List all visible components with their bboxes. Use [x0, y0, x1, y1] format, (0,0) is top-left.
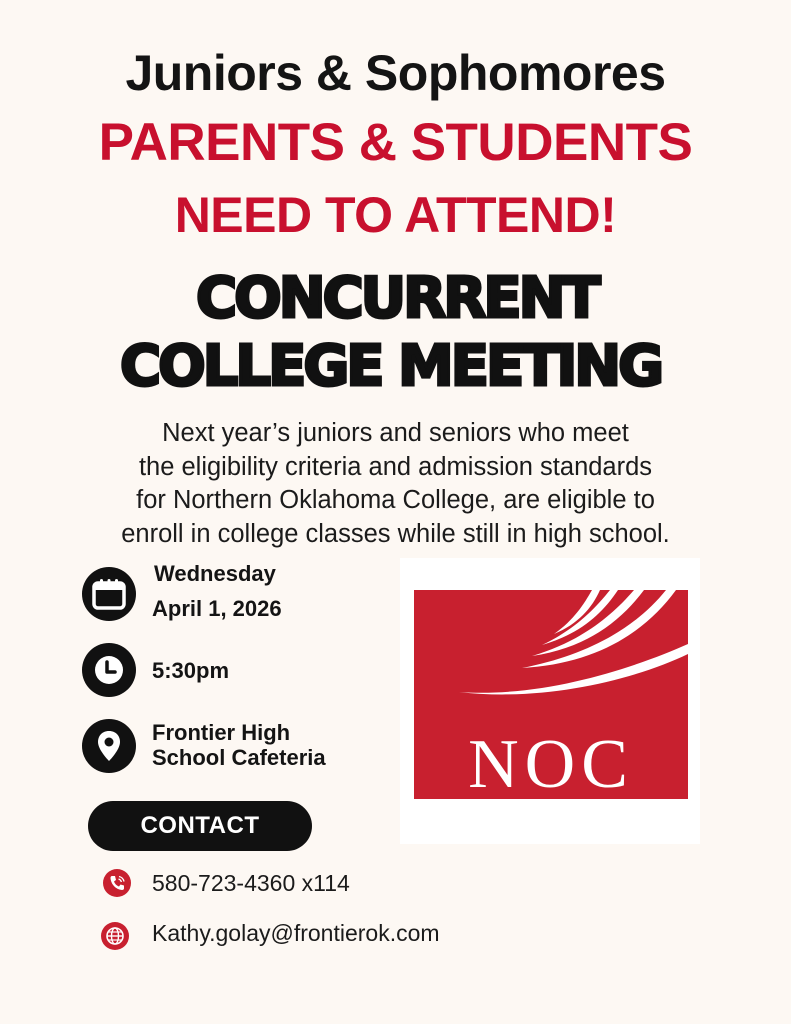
meeting-title-line1: CONCURRENT [196, 266, 598, 331]
headline-need-to-attend: NEED TO ATTEND! [174, 187, 617, 243]
meeting-title-line2: COLLEGE MEETING [120, 334, 662, 399]
event-location-line2: School Cafeteria [152, 745, 326, 770]
globe-icon [101, 922, 129, 950]
location-pin-icon [82, 719, 136, 773]
noc-logo [400, 558, 700, 844]
calendar-icon [82, 567, 136, 621]
description [0, 417, 791, 551]
phone-icon [103, 869, 131, 897]
description-line: the eligibility criteria and admission standards [138, 452, 653, 481]
description-line: for Northern Oklahoma College, are eligible to [136, 486, 655, 514]
clock-icon [82, 643, 136, 697]
description-line: enroll in college classes while still in high school. [121, 519, 670, 548]
event-location-line1: Frontier High [152, 720, 291, 745]
description-line: Next year’s juniors and seniors who meet [162, 419, 629, 447]
noc-logo-text: NOC [468, 726, 634, 803]
event-day: Wednesday [154, 561, 276, 586]
contact-phone[interactable]: 580-723-4360 x114 [152, 870, 350, 896]
event-date: April 1, 2026 [152, 596, 282, 621]
headline-juniors-sophomores: Juniors & Sophomores [125, 45, 666, 101]
event-time: 5:30pm [152, 658, 230, 683]
noc-logo-panel [414, 590, 688, 803]
contact-label: CONTACT [88, 801, 312, 851]
contact-email[interactable]: Kathy.golay@frontierok.com [152, 920, 440, 946]
headline-parents-students: PARENTS & STUDENTS [98, 113, 693, 172]
